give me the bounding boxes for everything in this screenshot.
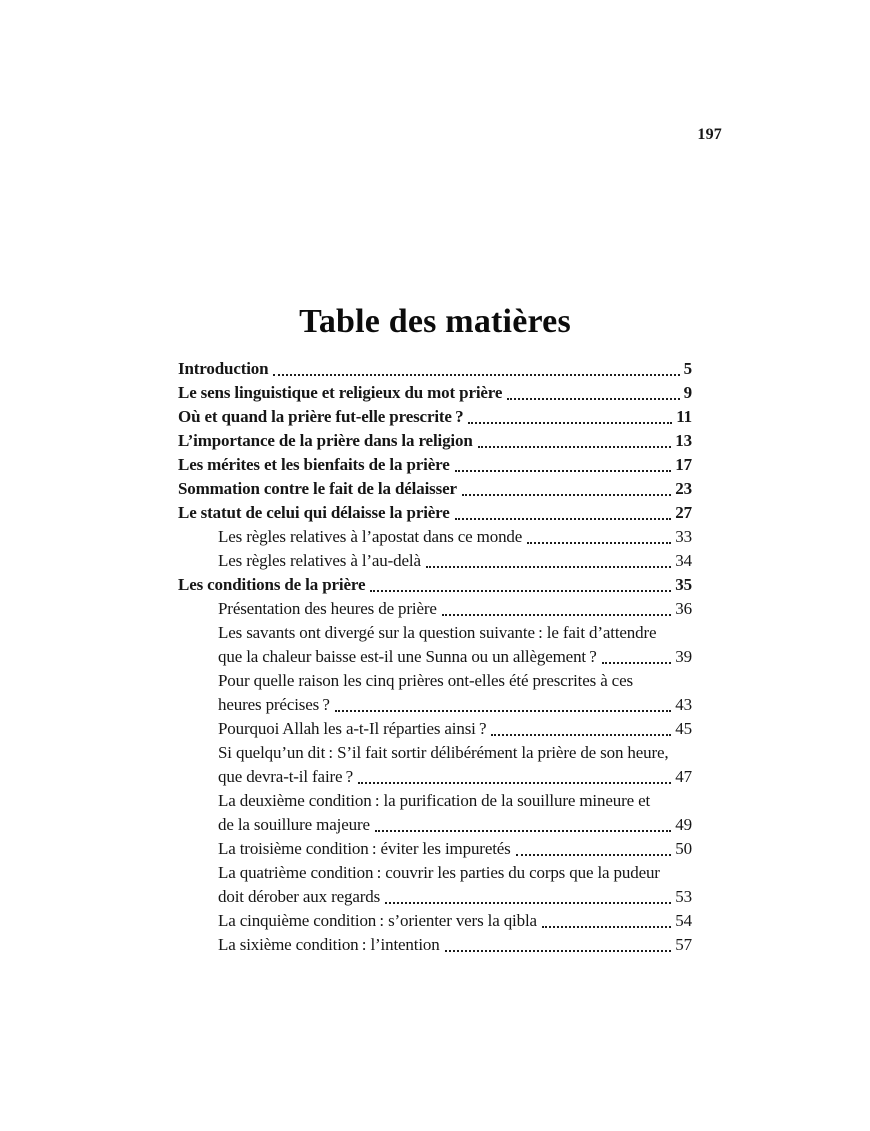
toc-entry-page-number: 54 (675, 911, 692, 930)
dot-leader (507, 398, 679, 400)
toc-entry-line: La quatrième condition : couvrir les parties du corps que la pudeur (218, 863, 660, 882)
dot-leader (455, 470, 672, 472)
toc-entry-leader-row (218, 717, 692, 741)
toc-entry-page-number: 35 (675, 575, 692, 594)
toc-entry (178, 597, 692, 621)
dot-leader (335, 710, 672, 712)
toc-entry-leader-row (178, 381, 692, 405)
toc-entry-leader-row (218, 525, 692, 549)
toc-entry-label: heures précises ? (218, 695, 330, 714)
dot-leader (370, 590, 671, 592)
toc-entry-label: L’importance de la prière dans la religion (178, 431, 473, 450)
toc-entry (178, 405, 692, 429)
toc-entry-page-number: 9 (683, 383, 692, 402)
toc-entry (178, 501, 692, 525)
dot-leader (527, 542, 671, 544)
toc-entry-leader-row (178, 405, 692, 429)
toc-entry (178, 549, 692, 573)
toc-entry (178, 741, 692, 789)
toc-entry-label: La troisième condition : éviter les impuretés (218, 839, 511, 858)
toc-entry-label: Les mérites et les bienfaits de la prière (178, 455, 450, 474)
toc-entry-label: que la chaleur baisse est-il une Sunna ou un allègement ? (218, 647, 597, 666)
toc-entry (178, 837, 692, 861)
toc-entry (178, 381, 692, 405)
toc-entry-line: Les savants ont divergé sur la question suivante : le fait d’attendre (218, 623, 657, 642)
dot-leader (445, 950, 672, 952)
toc-entry (178, 621, 692, 669)
toc-entry-label: que devra-t-il faire ? (218, 767, 354, 786)
toc-entry-leader-row (178, 501, 692, 525)
toc-entry-label: La sixième condition : l’intention (218, 935, 440, 954)
toc-entry-label: doit dérober aux regards (218, 887, 381, 906)
dot-leader (468, 422, 672, 424)
toc-entry (178, 453, 692, 477)
toc-entry (178, 933, 692, 957)
toc-entry-line: Si quelqu’un dit : S’il fait sortir délibérément la prière de son heure, (218, 743, 669, 762)
dot-leader (426, 566, 671, 568)
dot-leader (602, 662, 672, 664)
toc-entry-page-number: 53 (675, 887, 692, 906)
dot-leader (516, 854, 672, 856)
dot-leader (462, 494, 671, 496)
dot-leader (542, 926, 671, 928)
dot-leader (455, 518, 672, 520)
toc-entry-label: Les conditions de la prière (178, 575, 366, 594)
toc-entry-label: Où et quand la prière fut-elle prescrite ? (178, 407, 464, 426)
toc-entry-leader-row (218, 885, 692, 909)
toc-entry-leader-row (218, 597, 692, 621)
toc-entry-label: de la souillure majeure (218, 815, 370, 834)
toc-entry-label: Introduction (178, 359, 269, 378)
toc-entry-leader-row (178, 429, 692, 453)
toc-entry-page-number: 49 (675, 815, 692, 834)
toc-entry-page-number: 13 (675, 431, 692, 450)
toc-entry-leader-row (218, 813, 692, 837)
toc-entry-leader-row (178, 573, 692, 597)
toc-entry (178, 573, 692, 597)
toc-entry-page-number: 36 (675, 599, 692, 618)
toc-entry-line: Pour quelle raison les cinq prières ont-elles été prescrites à ces (218, 671, 633, 690)
dot-leader (442, 614, 671, 616)
toc-entry (178, 429, 692, 453)
toc-entry-page-number: 43 (675, 695, 692, 714)
toc-entry-page-number: 23 (675, 479, 692, 498)
toc-entry-page-number: 27 (675, 503, 692, 522)
toc-entry-page-number: 47 (675, 767, 692, 786)
toc-entry (178, 477, 692, 501)
toc-entry (178, 525, 692, 549)
dot-leader (358, 782, 671, 784)
dot-leader (385, 902, 671, 904)
toc-entry-leader-row (218, 549, 692, 573)
toc-entry-leader-row (218, 909, 692, 933)
toc-entry-label: Le statut de celui qui délaisse la prière (178, 503, 450, 522)
dot-leader (375, 830, 671, 832)
toc-entry-leader-row (178, 453, 692, 477)
toc-entry-leader-row (218, 765, 692, 789)
toc-entry (178, 717, 692, 741)
toc-entry-leader-row (178, 477, 692, 501)
toc-entry-label: La cinquième condition : s’orienter vers la qibla (218, 911, 537, 930)
toc-entry-page-number: 17 (675, 455, 692, 474)
toc-entry-page-number: 57 (675, 935, 692, 954)
toc-entry-label: Les règles relatives à l’au-delà (218, 551, 421, 570)
toc-entry-page-number: 50 (675, 839, 692, 858)
toc-list (178, 357, 692, 957)
toc-entry-page-number: 45 (675, 719, 692, 738)
toc-entry-line: La deuxième condition : la purification de la souillure mineure et (218, 791, 651, 810)
toc-entry-label: Pourquoi Allah les a-t-Il réparties ainsi ? (218, 719, 487, 738)
toc-entry-label: Le sens linguistique et religieux du mot prière (178, 383, 503, 402)
toc-entry-leader-row (218, 693, 692, 717)
toc-entry-leader-row (218, 933, 692, 957)
dot-leader (491, 734, 671, 736)
toc-entry-page-number: 5 (683, 359, 692, 378)
toc-entry-label: Les règles relatives à l’apostat dans ce monde (218, 527, 523, 546)
toc-entry-page-number: 34 (675, 551, 692, 570)
toc-entry-page-number: 39 (675, 647, 692, 666)
toc-entry-label: Présentation des heures de prière (218, 599, 437, 618)
toc-entry-leader-row (218, 837, 692, 861)
dot-leader (273, 374, 679, 376)
page-number: 197 (697, 126, 722, 143)
toc-entry-leader-row (218, 645, 692, 669)
toc-entry (178, 909, 692, 933)
toc-entry-leader-row (178, 357, 692, 381)
toc-entry-page-number: 33 (675, 527, 692, 546)
toc-entry (178, 669, 692, 717)
dot-leader (478, 446, 672, 448)
page-title: Table des matières (299, 302, 571, 340)
toc-entry (178, 357, 692, 381)
toc-entry (178, 861, 692, 909)
toc-entry (178, 789, 692, 837)
toc-entry-page-number: 11 (676, 407, 692, 426)
toc-entry-label: Sommation contre le fait de la délaisser (178, 479, 457, 498)
